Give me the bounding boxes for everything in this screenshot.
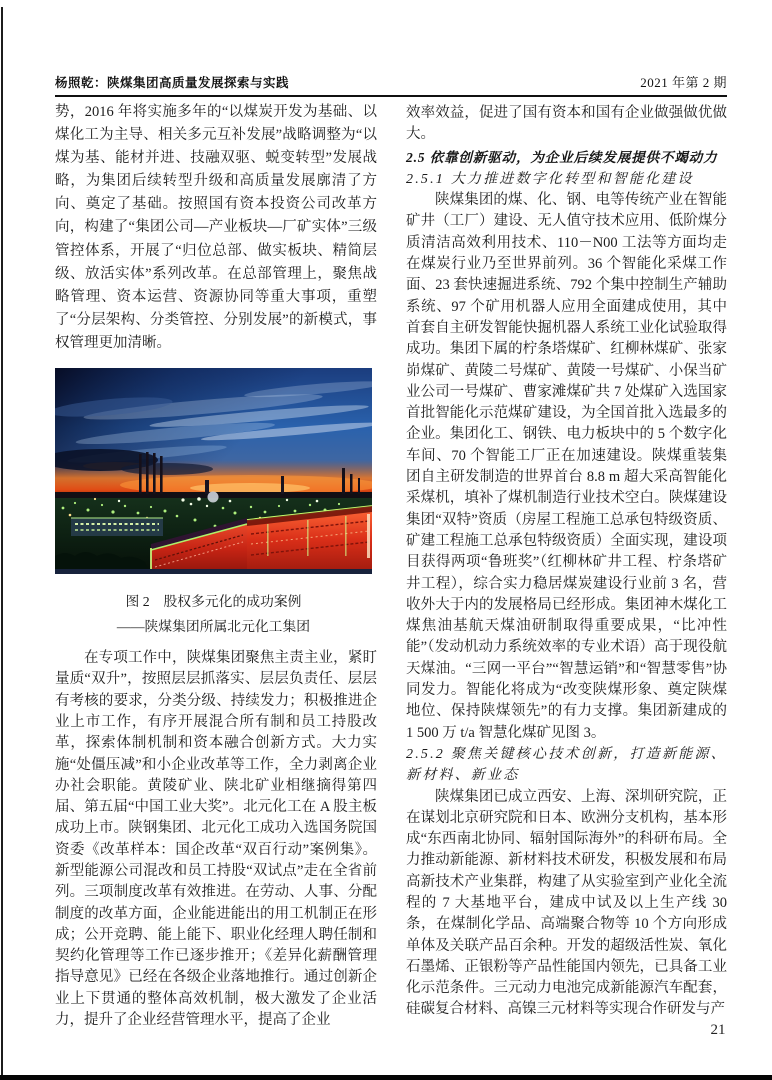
header-rule xyxy=(55,95,727,97)
figure-caption-line1: 图 2 股权多元化的成功案例 xyxy=(125,594,302,610)
paragraph-special-work: 在专项工作中，陕煤集团聚焦主责主业，紧盯量质“双升”，按照层层抓落实、层层负责任、层层有考核的要求，分类分级、持续发力；积极推进企业上市工作，有序开展混合所有制和员工持股改革，探索体制机制和资本融合创新方式。大力实施“处僵压减”和小企业改革等工作，全力剥离企业办社会职能。黄陵矿业、陕北矿业相继摘得第四届、第五届“中国工业大奖”。北元化工在 A 股主板成功上市。陕钢集团、北元化工成功入选国务院国资委《改革样本：国企改革“双百行动”案例集》。新型能源公司混改和员工持股“双试点”走在全省前列。三项制度改革有效推进。在劳动、人事、分配制度的改革方面，企业能进能出的用工机制正在形成；公开竞聘、能上能下、职业化经理人聘任制和契约化管理等工作已逐步推开；《差异化薪酬管理指导意见》已经在各级企业落地推行。通过创新企业上下贯通的整体高效机制，极大激发了企业活力，提升了企业经营管理水平，提高了企业 xyxy=(55,650,377,1029)
issue-label: 2021 年第 2 期 xyxy=(640,75,727,90)
industrial-night-photo xyxy=(55,368,372,574)
section-heading-2-5: 2.5 依靠创新驱动，为企业后续发展提供不竭动力 xyxy=(406,149,718,165)
scan-border-bottom xyxy=(0,1075,772,1080)
paragraph-strategy: 势，2016 年将实施多年的“以煤炭开发为基础、以煤化工为主导、相关多元互补发展”战略调整为“以煤为基、能材并进、技融双驱、蜕变转型”发展战略，为集团后续转型升级和高质量发展廓清了方向、奠定了基础。按照国有资本投资公司改革方向，构建了“集团公司—产业板块—厂矿实体”三级管控体系，开展了“归位总部、做实板块、精简层级、放活实体”系列改革。在总部管理上，聚焦战略管理、资本运营、资源协同等重大事项，重塑了“分层架构、分类管控、分别发展”的新模式，事权管理更加清晰。 xyxy=(55,104,377,351)
paragraph-efficiency: 效率效益，促进了国有资本和国有企业做强做优做大。 xyxy=(406,105,727,143)
left-column xyxy=(55,101,377,1031)
right-column xyxy=(406,103,727,1021)
paragraph-innovation: 陕煤集团已成立西安、上海、深圳研究院，正在谋划北京研究院和日本、欧洲分支机构，基本形成“东西南北协同、辐射国际海外”的科研布局。全力推动新能源、新材料技术研发，积极发展和布局高新技术产业集群，构建了从实验室到产业化全流程的 7 大基地平台，建成中试及以上生产线 30 条，在煤制化学品、高端聚合物等 10 个方向形成单体及关联产品百余种。开发的超级活性炭、氧化石墨烯、正银粉等产品性能国内领先，已具备工业化示范条件。三元动力电池完成新能源汽车配套，硅碳复合材料、高镍三元材料等实现合作研发与产 xyxy=(406,788,727,1018)
page-header xyxy=(55,72,727,91)
page-number: 21 xyxy=(710,1022,726,1038)
paragraph-digital-transformation: 陕煤集团的煤、化、钢、电等传统产业在智能矿井（工厂）建设、无人值守技术应用、低阶煤分质清洁高效利用技术、110－N00 工法等方面均走在煤炭行业乃至世界前列。36 个智能化采煤工作面、23 套快速掘进系统、792 个集中控制生产辅助系统、97 个矿用机器人应用全面建成使用，其中首套自主研发智能快掘机器人系统工业化试验取得成功。集团下属的柠条塔煤矿、红柳林煤矿、张家峁煤矿、黄陵二号煤矿、黄陵一号煤矿、小保当矿业公司一号煤矿、曹家滩煤矿共 7 处煤矿入选国家首批智能化示范煤矿建设，为全国首批入选最多的企业。集团化工、钢铁、电力板块中的 5 个数字化车间、70 个智能工厂正在加速建设。陕煤重装集团自主研发制造的世界首台 8.8 m 超大采高智能化采煤机，填补了煤机制造行业技术空白。陕煤建设集团“双特”资质（房屋工程施工总承包特级资质、矿建工程施工总承包特级资质）全面实现，建设项目获得两项“鲁班奖”（红柳林矿井工程、柠条塔矿井工程），综合实力稳居煤炭建设行业前 3 名，营收外大于内的发展格局已经形成。集团神木煤化工煤焦油基航天煤油研制取得重要成果，“比冲性能”（发动机动力系统效率的专业术语）高于现役航天煤油。“三网一平台”“智慧运销”和“智慧零售”协同发力。智能化将成为“改变陕煤形象、奠定陕煤地位、保持陕煤领先”的有力支撑。集团新建成的 1 500 万 t/a 智慧化煤矿见图 3。 xyxy=(406,192,727,741)
scan-border-left xyxy=(1,7,3,1080)
figure-caption xyxy=(55,589,372,639)
figure-2 xyxy=(55,368,372,639)
section-heading-2-5-1: 2.5.1 大力推进数字化转型和智能化建设 xyxy=(406,171,694,187)
section-heading-2-5-2: 2.5.2 聚焦关键核心技术创新，打造新能源、新材料、新业态 xyxy=(406,746,727,784)
running-head: 杨照乾：陕煤集团高质量发展探索与实践 xyxy=(55,76,290,90)
figure-caption-line2: ——陕煤集团所属北元化工集团 xyxy=(116,619,311,635)
